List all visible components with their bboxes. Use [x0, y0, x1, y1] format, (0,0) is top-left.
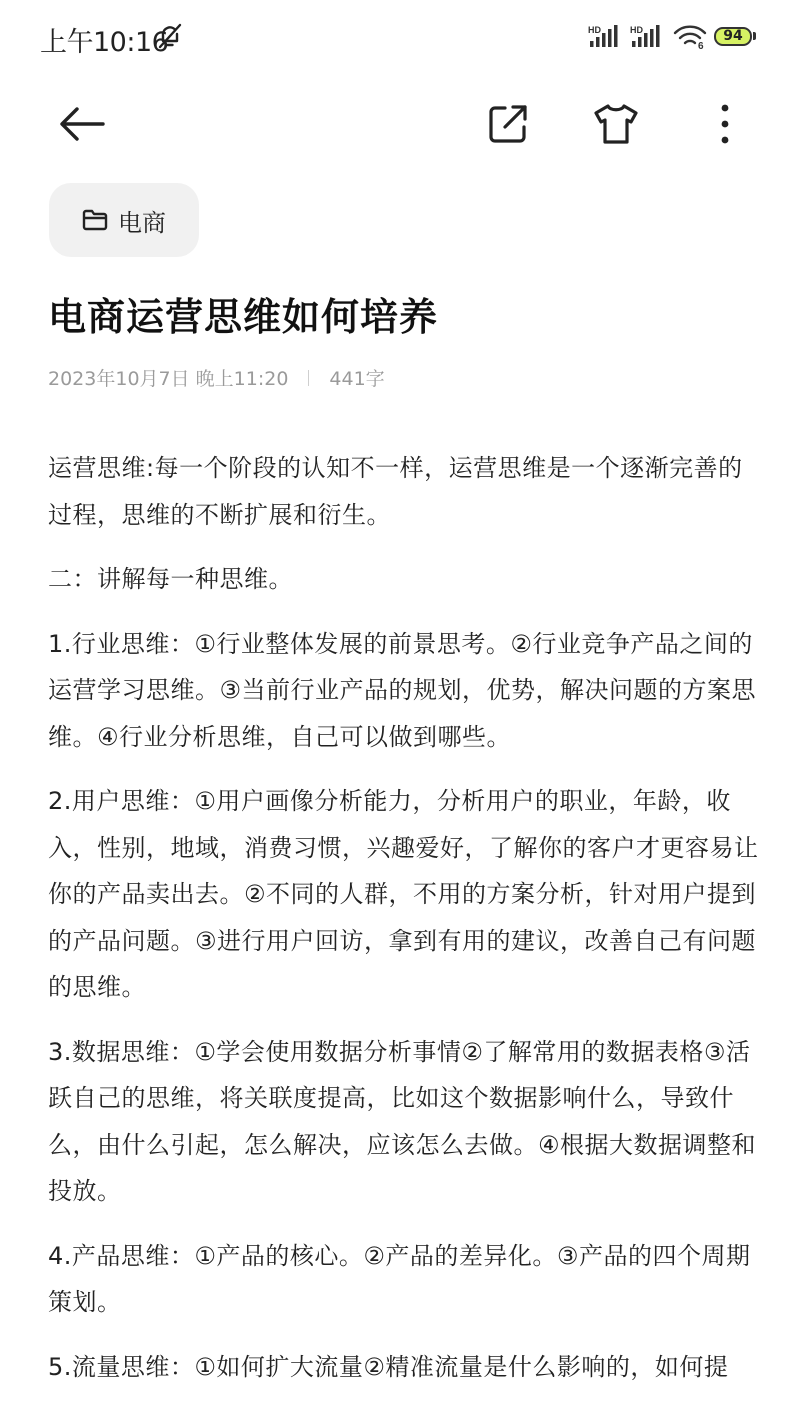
share-button[interactable] — [478, 94, 538, 154]
tshirt-icon — [593, 103, 639, 145]
note-body[interactable] — [48, 445, 760, 1408]
note-paragraph: 1.行业思维：①行业整体发展的前景思考。②行业竞争产品之间的运营学习思维。③当前行业产品的规划，优势，解决问题的方案思维。④行业分析思维，自己可以做到哪些。 — [48, 629, 757, 751]
note-paragraph: 4.产品思维：①产品的核心。②产品的差异化。③产品的四个周期策划。 — [48, 1241, 751, 1316]
note-paragraph: 2.用户思维：①用户画像分析能力，分析用户的职业，年龄，收入，性别，地域，消费习惯，兴趣爱好，了解你的客户才更容易让你的产品卖出去。②不同的人群，不用的方案分析，针对用户提到的产品问题。③进行用户回访，拿到有用的建议，改善自己有问题的思维。 — [48, 787, 759, 1001]
note-paragraph: 3.数据思维：①学会使用数据分析事情②了解常用的数据表格③活跃自己的思维，将关联度提高，比如这个数据影响什么，导致什么，由什么引起，怎么解决，应该怎么去做。④根据大数据调整和投放。 — [48, 1037, 757, 1205]
folder-icon — [82, 209, 108, 231]
meta-divider — [308, 370, 309, 386]
note-title[interactable]: 电商运营思维如何培养 — [48, 295, 439, 339]
note-paragraph: 二：讲解每一种思维。 — [48, 565, 293, 593]
arrow-left-icon — [57, 104, 107, 144]
note-paragraph: 5.流量思维：①如何扩大流量②精准流量是什么影响的，如何提 — [48, 1352, 729, 1381]
folder-label: 电商 — [118, 208, 166, 237]
cell-signal-icon — [630, 24, 662, 52]
bell-muted-icon — [156, 22, 184, 54]
signal-label: HD — [588, 25, 601, 35]
share-external-icon — [487, 103, 529, 145]
cell-signal-icon — [588, 24, 620, 52]
wifi-icon — [672, 24, 708, 54]
status-time: 上午10:16 — [40, 27, 169, 58]
more-vertical-icon — [719, 104, 731, 144]
battery-icon: 94 — [714, 27, 752, 46]
wifi-badge: 6 — [698, 41, 704, 50]
back-button[interactable] — [52, 94, 112, 154]
note-date: 2023年10月7日 晚上11:20 — [48, 368, 289, 390]
theme-button[interactable] — [586, 94, 646, 154]
note-meta — [48, 364, 385, 391]
signal-label: HD — [630, 25, 643, 35]
word-count: 441字 — [329, 368, 385, 390]
toolbar — [0, 90, 800, 160]
note-paragraph: 运营思维:每一个阶段的认知不一样，运营思维是一个逐渐完善的过程，思维的不断扩展和衍生。 — [48, 454, 743, 529]
more-options-button[interactable] — [695, 94, 755, 154]
folder-chip[interactable] — [49, 183, 199, 257]
battery-nub — [753, 32, 756, 40]
status-bar — [0, 0, 800, 76]
